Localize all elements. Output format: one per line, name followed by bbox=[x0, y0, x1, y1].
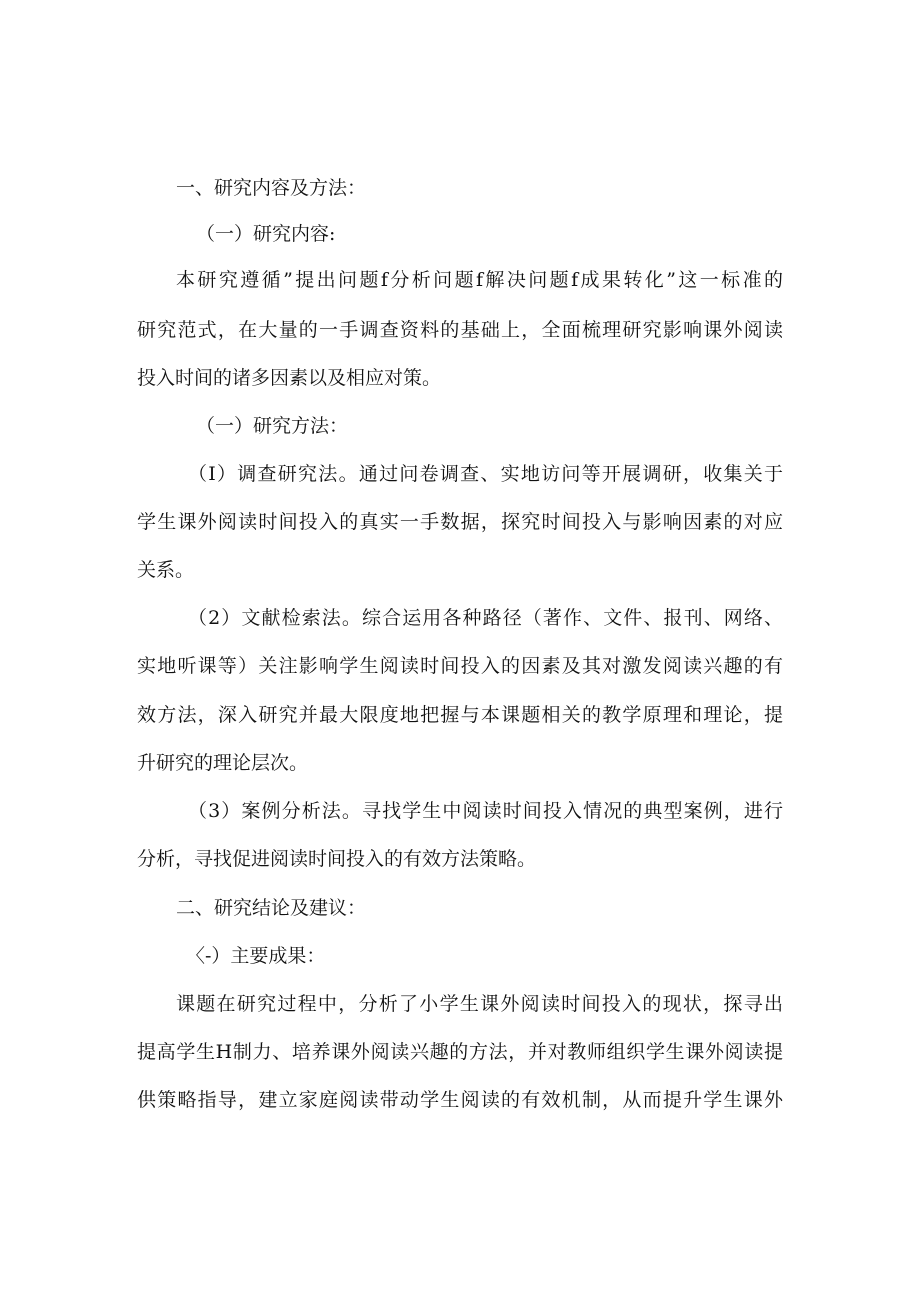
result-line-3: 供策略指导，建立家庭阅读带动学生阅读的有效机制，从而提升学生课外 bbox=[137, 1089, 783, 1111]
result-line-1: 课题在研究过程中，分析了小学生课外阅读时间投入的现状，探寻出 bbox=[176, 993, 783, 1015]
method1-line-2: 学生课外阅读时间投入的真实一手数据，探究时间投入与影响因素的对应 bbox=[137, 511, 783, 533]
method2-line-4: 升研究的理论层次。 bbox=[137, 752, 309, 774]
sub2-heading: （一）研究方法： bbox=[196, 415, 349, 437]
method2-line-2: 实地听课等）关注影响学生阅读时间投入的因素及其对激发阅读兴趣的有 bbox=[137, 655, 783, 677]
sub1-heading: （一）研究内容: bbox=[196, 223, 336, 245]
method1-line-3: 关系。 bbox=[137, 559, 195, 581]
method2-line-3: 效方法，深入研究并最大限度地把握与本课题相关的教学原理和理论，提 bbox=[137, 704, 783, 726]
method3-line-2: 分析，寻找促进阅读时间投入的有效方法策略。 bbox=[137, 848, 537, 870]
content-line-3: 投入时间的诸多因素以及相应对策。 bbox=[137, 367, 442, 389]
method3-line-1: （3）案例分析法。寻找学生中阅读时间投入情况的典型案例，进行 bbox=[188, 800, 783, 822]
content-line-2: 研究范式，在大量的一手调查资料的基础上，全面梳理研究影响课外阅读 bbox=[137, 319, 783, 341]
section1-heading: 一、研究内容及方法： bbox=[176, 177, 367, 199]
section2-heading: 二、研究结论及建议： bbox=[176, 897, 367, 919]
result-line-2: 提高学生H制力、培养课外阅读兴趣的方法，并对教师组织学生课外阅读提 bbox=[137, 1041, 783, 1063]
method1-line-1: （I）调查研究法。通过问卷调查、实地访问等开展调研，收集关于 bbox=[188, 463, 783, 485]
method2-line-1: （2）文献检索法。综合运用各种路径（著作、文件、报刊、网络、 bbox=[188, 607, 783, 629]
sub3-heading: 〈-）主要成果： bbox=[186, 945, 326, 967]
content-line-1: 本研究遵循”提出问题f分析问题f解决问题f成果转化”这一标准的 bbox=[176, 269, 783, 291]
